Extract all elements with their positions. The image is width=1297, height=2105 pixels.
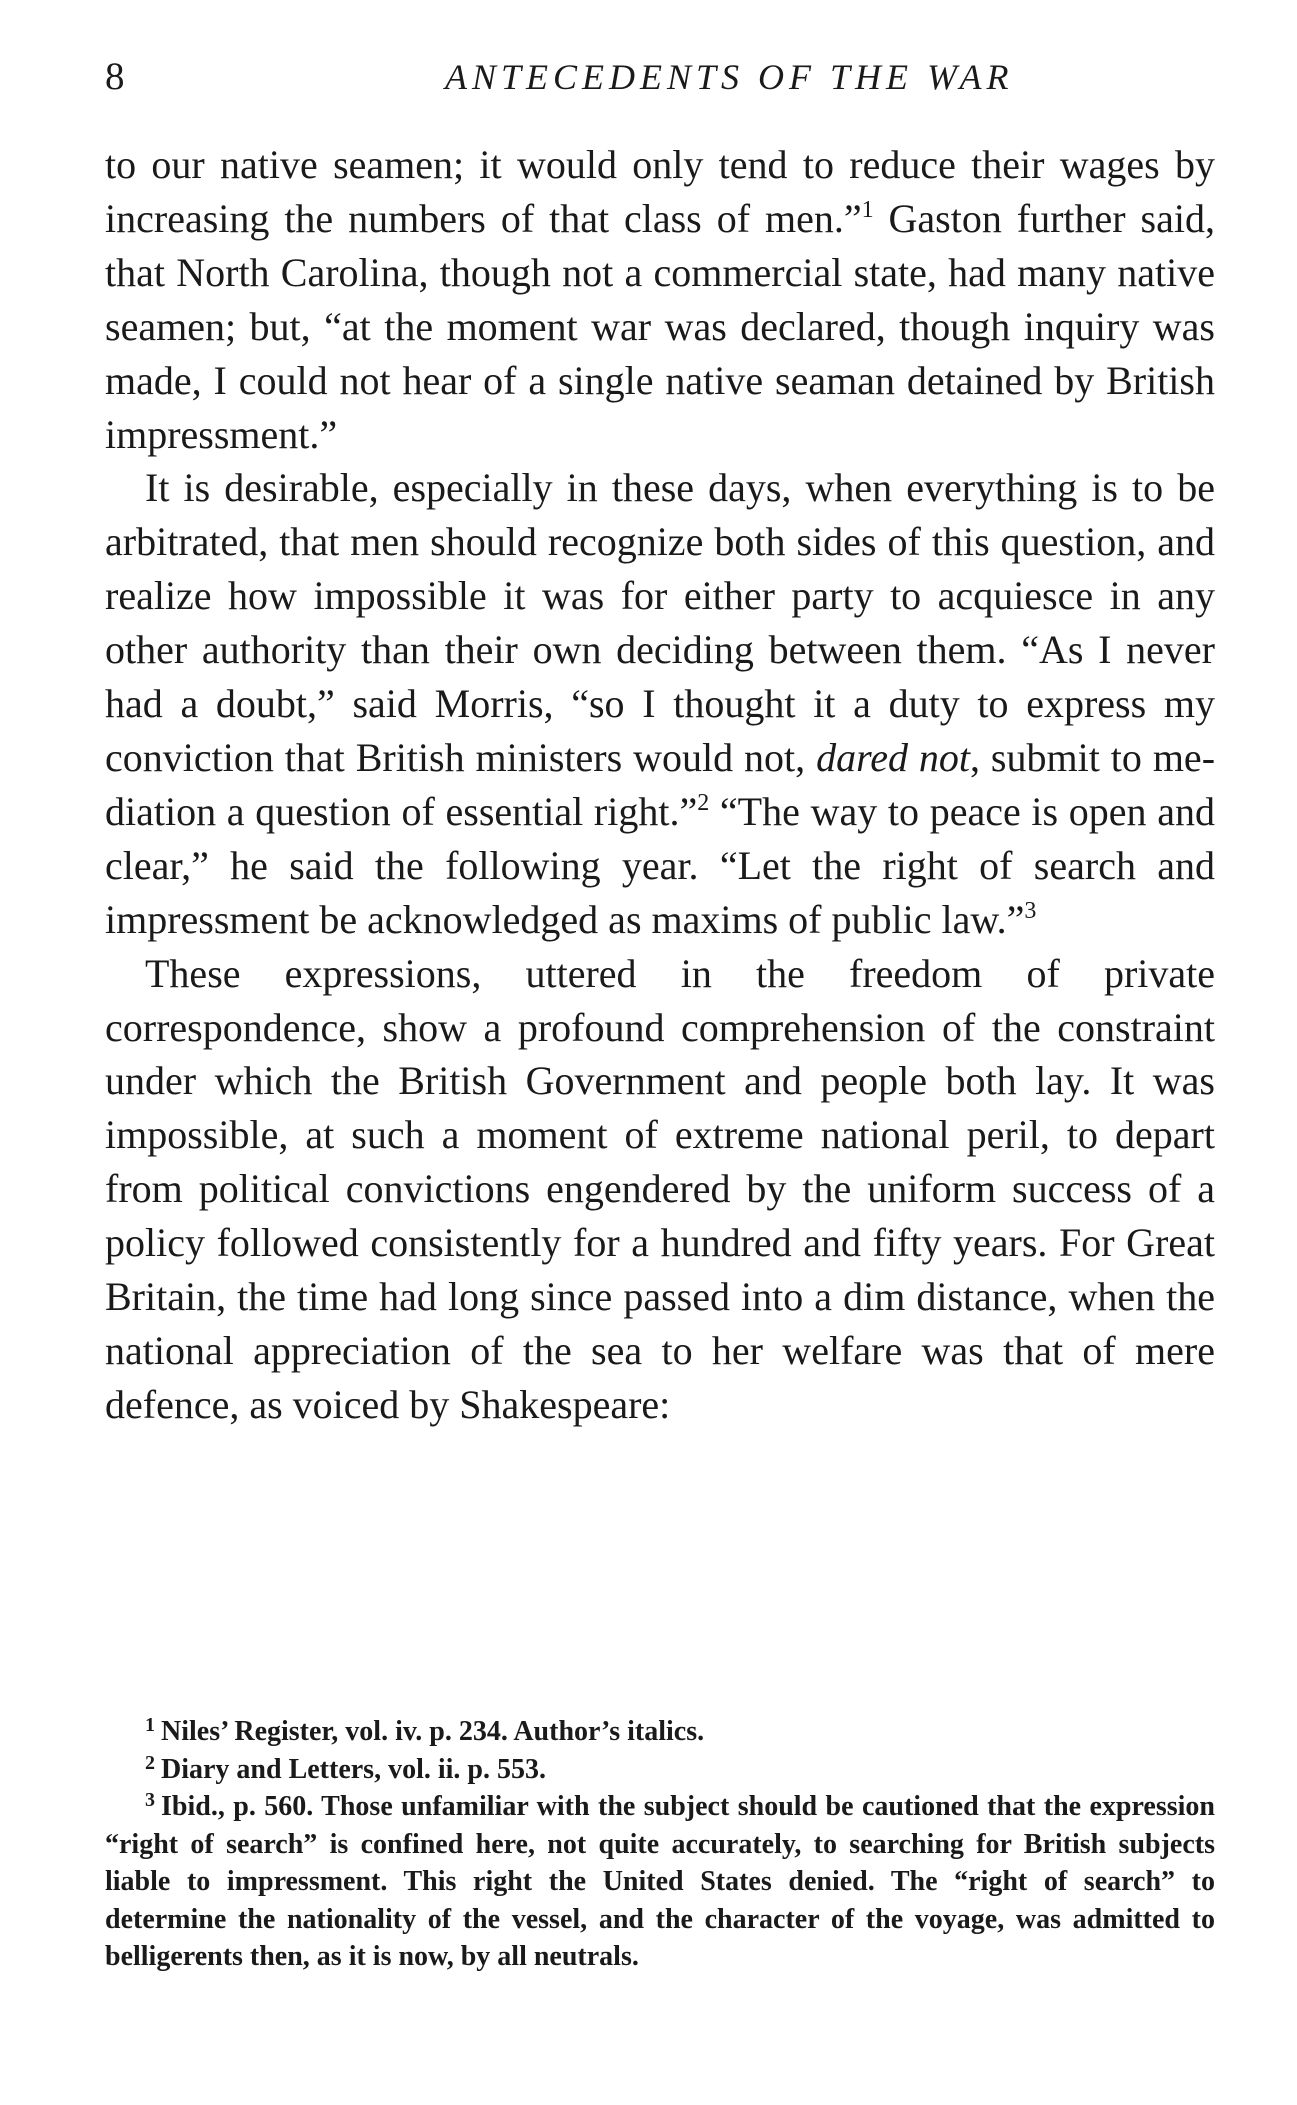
page-number: 8 xyxy=(105,55,125,98)
footnote-ref-1: 1 xyxy=(861,196,874,223)
running-head: ANTECEDENTS OF THE WAR xyxy=(445,57,1014,97)
footnote-2-mark: 2 xyxy=(145,1751,155,1774)
footnote-2 xyxy=(105,1751,1215,1789)
paragraph-2-italic: dared not xyxy=(816,734,970,780)
footnote-ref-2: 2 xyxy=(697,789,710,816)
paragraph-1-text: to our native seamen; it would only tend to reduce their wages by increasing the numbers of that class of men.” xyxy=(105,142,1215,241)
footnote-1-text: Niles’ Register, vol. iv. p. 234. Author’s italics. xyxy=(161,1716,705,1747)
paragraph-1-text-after: Gaston further said, that North Carolina, though not a commercial state, had many native seamen; but, “at the moment war was declared, though inquiry was made, I could not hear of a single native seaman detained by British impressment.” xyxy=(105,195,1215,457)
paragraph-2-part3: “The way to peace is open and clear,” he said the following year. “Let the right of search and impressment be acknowledged as maxims of public law.” xyxy=(105,788,1215,942)
paragraph-2 xyxy=(105,461,1215,946)
paragraph-2-part2: , submit to mediation a question of essential right.” xyxy=(105,734,1216,834)
body-text xyxy=(105,138,1215,1432)
footnote-3-text: Ibid., p. 560. Those unfamiliar with the subject should be cautioned that the expression “right of search” is confined here, not quite accurately, to searching for British subjects liable to impressment. This right the United States denied. The “right of search” to determine the nationality of the vessel, and the character of the voyage, was admitted to belligerents then, as it is now, by all neutrals. xyxy=(105,1791,1215,1972)
footnote-ref-3: 3 xyxy=(1024,897,1037,924)
footnote-1 xyxy=(105,1713,1215,1751)
footnotes xyxy=(105,1713,1215,1976)
footnote-3 xyxy=(105,1788,1215,1976)
footnote-3-mark: 3 xyxy=(145,1789,155,1811)
paragraph-2-part1: It is desirable, especially in these days, when everything is to be arbitrated, that men should recognize both sides of this question, and realize how impossible it was for either party to acquiesce in any other authority than their own deciding between them. “As I never had a doubt,” said Morris, “so I thought it a duty to express my conviction that British ministers would not, xyxy=(105,465,1215,780)
paragraph-3: These expressions, uttered in the freedom of private correspondence, show a profound comprehension of the constraint under which the British Government and people both lay. It was impossible, at such a moment of extreme national peril, to depart from political convictions engendered by the uniform success of a policy followed consistently for a hundred and fifty years. For Great Britain, the time had long since passed into a dim distance, when the national appreciation of the sea to her welfare was that of mere defence, as voiced by Shakespeare: xyxy=(105,950,1215,1427)
footnote-1-mark: 1 xyxy=(145,1714,155,1736)
paragraph-1 xyxy=(105,138,1215,461)
page-header xyxy=(105,52,1215,102)
footnote-2-text: Diary and Letters, vol. ii. p. 553. xyxy=(161,1753,546,1785)
